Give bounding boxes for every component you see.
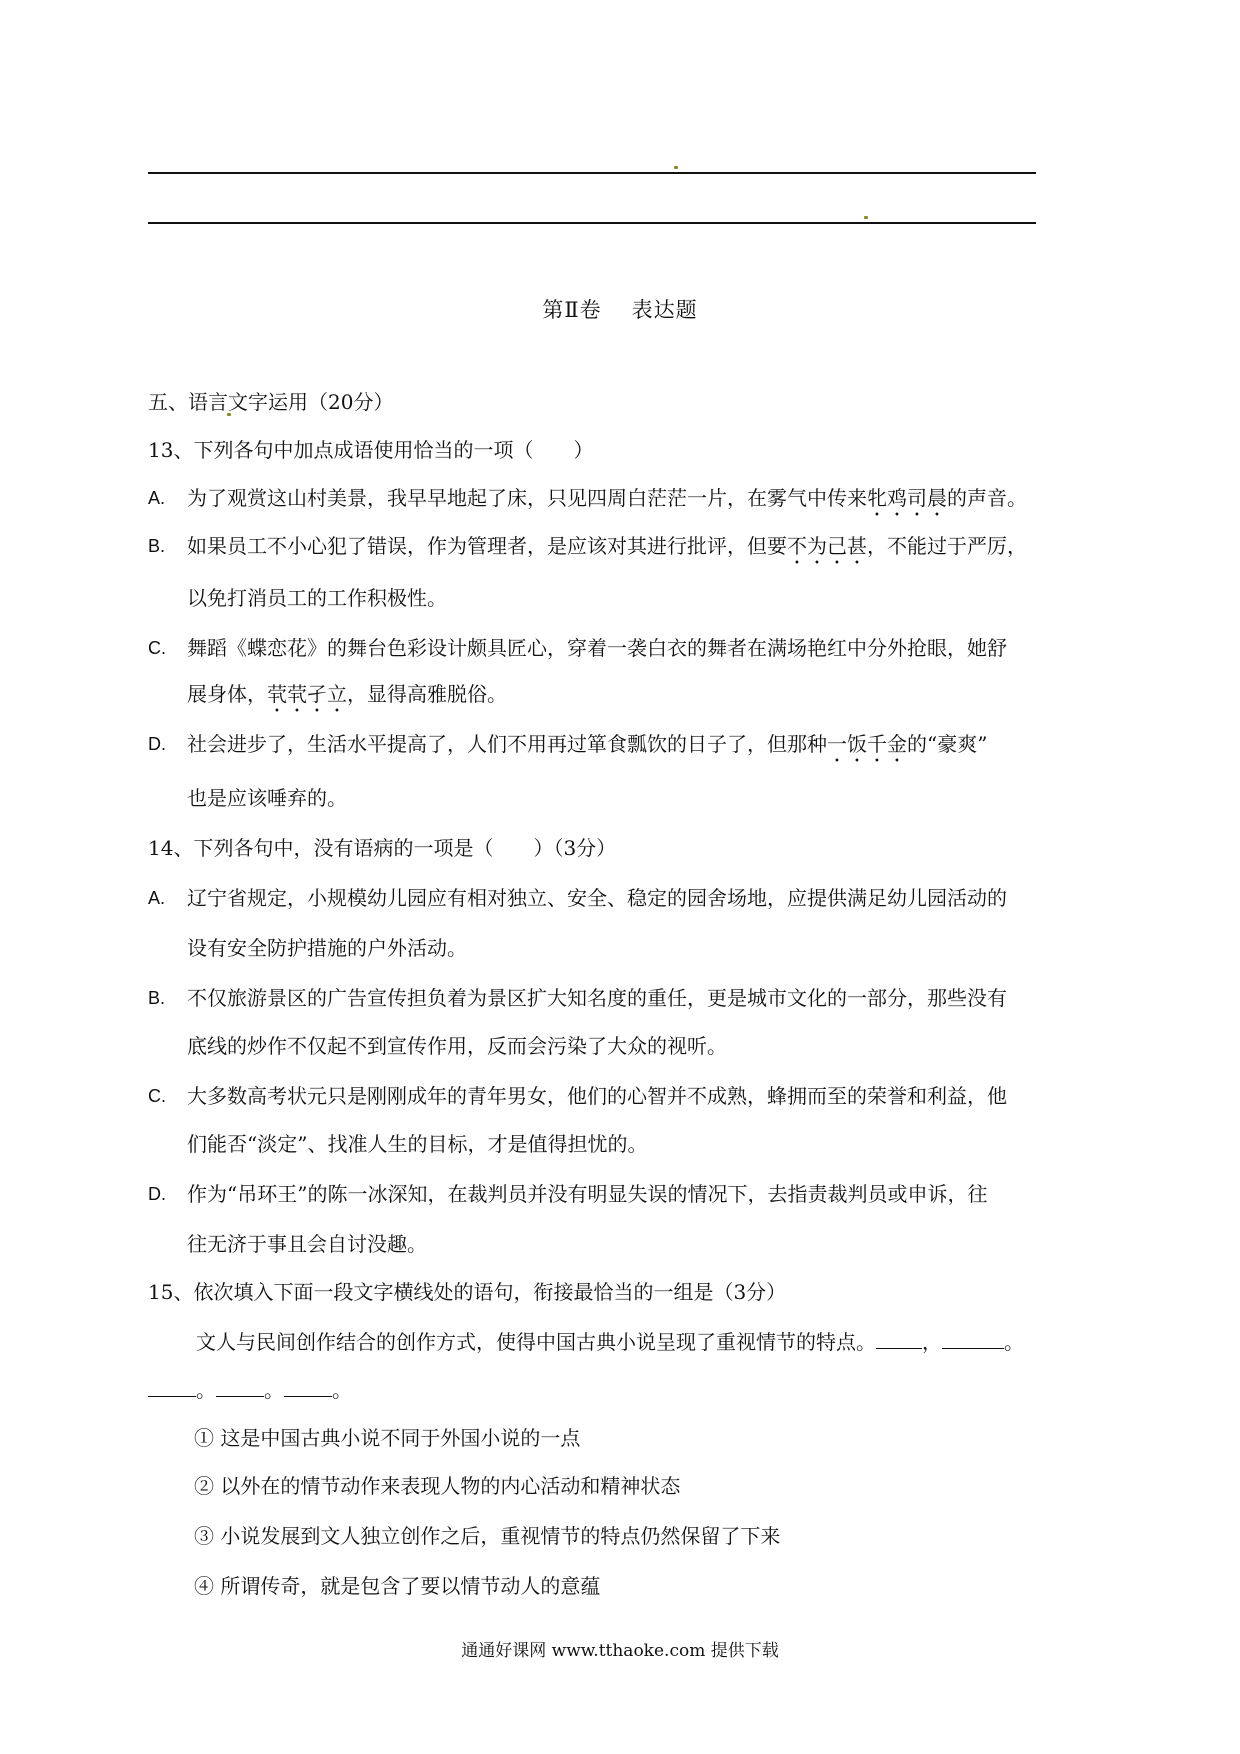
q15-passage-blanks [148,1376,352,1404]
q13-option-c-letter: C. [148,638,166,658]
footer-download-note: 通通好课网 www.tthaoke.com 提供下载 [461,1641,779,1661]
q14-option-b-letter: B. [148,988,166,1008]
q15-sep-period-2: 。 [196,1378,216,1402]
q15-stem: 15、依次填入下面一段文字横线处的语句，衔接最恰当的一组是（3分） [148,1280,787,1304]
scan-speck [864,216,868,219]
q14-option-b-line2: 底线的炒作不仅起不到宣传作用，反而会污染了大众的视听。 [187,1034,727,1058]
section-title-part2: 表达题 [631,298,698,322]
q14-option-c-line2: 们能否“淡定”、找准人生的目标，才是值得担忧的。 [187,1132,648,1156]
q13-option-b-idiom: 不为己甚 [787,534,867,558]
q13-option-a-text-before: 为了观赏这山村美景，我早早地起了床，只见四周白茫茫一片，在雾气中传来 [187,486,867,510]
answer-line-1 [148,172,1036,174]
q13-option-a-text [187,484,1027,521]
q13-option-c-line1: 舞蹈《蝶恋花》的舞台色彩设计颇具匠心，穿着一袭白衣的舞者在满场艳红中分外抢眼，她舒 [187,636,1007,660]
q14-option-a-line2: 设有安全防护措施的户外活动。 [187,936,467,960]
q14-stem: 14、下列各句中，没有语病的一项是（ ）（3分） [148,836,617,860]
q14-option-b-line1: 不仅旅游景区的广告宣传担负着为景区扩大知名度的重任，更是城市文化的一部分，那些没有 [187,986,1007,1010]
q15-blank-2 [942,1330,1004,1349]
q13-option-d-idiom: 一饭千金 [827,732,907,756]
q14-option-c-line1: 大多数高考状元只是刚刚成年的青年男女，他们的心智并不成熟，蜂拥而至的荣誉和利益，他 [187,1084,1007,1108]
q15-passage-text: 文人与民间创作结合的创作方式，使得中国古典小说呈现了重视情节的特点。 [196,1330,876,1354]
q15-sep-comma: ， [922,1330,942,1354]
answer-line-2 [148,222,1036,224]
q15-sep-period-4: 。 [332,1378,352,1402]
q15-sep-period-1: 。 [1004,1330,1024,1354]
q14-option-d-line1: 作为“吊环王”的陈一冰深知，在裁判员并没有明显失误的情况下，去指责裁判员或申诉，往 [187,1182,988,1206]
q13-option-d-letter: D. [148,734,166,754]
q13-option-b-text-after: ，不能过于严厉， [867,534,1027,558]
q13-option-d-line1 [187,730,987,767]
q13-option-c-text-after: ，显得高雅脱俗。 [347,682,507,706]
q15-blank-1 [876,1330,922,1349]
q13-option-b-line1 [187,532,1027,569]
q13-option-d-text-after: 的“豪爽” [907,732,988,756]
q15-item-3: ③ 小说发展到文人独立创作之后，重视情节的特点仍然保留了下来 [194,1524,781,1548]
q14-option-d-line2: 往无济于事且会自讨没趣。 [187,1232,427,1256]
q13-option-c-text-before: 展身体， [187,682,267,706]
q15-item-1: ① 这是中国古典小说不同于外国小说的一点 [194,1426,581,1450]
q14-option-a-letter: A. [148,888,166,908]
q13-option-b-text-before: 如果员工不小心犯了错误，作为管理者，是应该对其进行批评，但要 [187,534,787,558]
q15-passage [196,1328,1024,1356]
q14-option-d-letter: D. [148,1184,166,1204]
q14-option-c-letter: C. [148,1086,166,1106]
q13-option-c-idiom: 茕茕孑立 [267,682,347,706]
q15-blank-5 [284,1378,332,1397]
q15-blank-4 [216,1378,264,1397]
part5-heading: 五、语言文字运用（20分） [148,390,394,414]
q13-option-a-idiom: 牝鸡司晨 [867,486,947,510]
section-title [0,294,1240,324]
q13-option-b-letter: B. [148,536,166,556]
q13-option-c-line2 [187,680,507,717]
section-title-part1: 第Ⅱ卷 [542,298,602,322]
q13-option-d-line2: 也是应该唾弃的。 [187,786,347,810]
q15-item-4: ④ 所谓传奇，就是包含了要以情节动人的意蕴 [194,1574,601,1598]
scan-speck [674,166,678,169]
q13-option-b-line2: 以免打消员工的工作积极性。 [187,586,447,610]
q13-stem: 13、下列各句中加点成语使用恰当的一项（ ） [148,438,594,462]
q13-option-a-letter: A. [148,488,166,508]
q15-item-2: ② 以外在的情节动作来表现人物的内心活动和精神状态 [194,1474,681,1498]
q13-option-a-text-after: 的声音。 [947,486,1027,510]
q14-option-a-line1: 辽宁省规定，小规模幼儿园应有相对独立、安全、稳定的园舍场地，应提供满足幼儿园活动的 [187,886,1007,910]
q15-blank-3 [148,1378,196,1397]
q13-option-d-text-before: 社会进步了，生活水平提高了，人们不用再过箪食瓢饮的日子了，但那种 [187,732,827,756]
q15-sep-period-3: 。 [264,1378,284,1402]
